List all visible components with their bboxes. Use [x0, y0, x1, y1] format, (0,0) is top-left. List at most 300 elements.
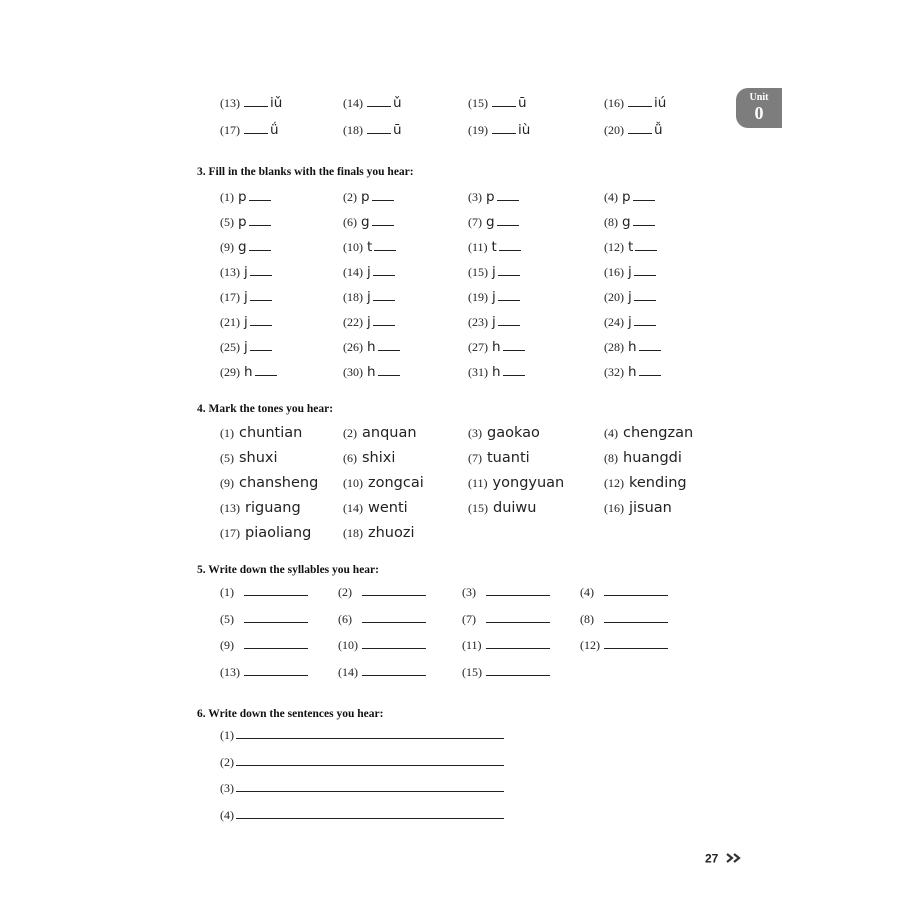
section-3-row [0, 186, 900, 208]
answer-blank[interactable] [250, 290, 272, 301]
initial-text: p [238, 189, 247, 205]
initial-text: j [244, 314, 248, 330]
item-number: (19) [468, 290, 488, 304]
section-4-row [0, 522, 900, 544]
syllable-item [462, 634, 550, 656]
item-number: (5) [220, 215, 234, 229]
answer-blank[interactable] [633, 190, 655, 201]
item-number: (2) [220, 754, 234, 769]
item-number: (6) [343, 451, 357, 465]
answer-blank[interactable] [497, 190, 519, 201]
page-footer [705, 849, 742, 867]
answer-blank[interactable] [492, 96, 516, 107]
item-number: (22) [343, 315, 363, 329]
section-3-row [0, 286, 900, 308]
tone-item [220, 422, 302, 444]
pinyin-word[interactable]: tuanti [487, 450, 530, 466]
syllable-item [338, 661, 426, 683]
tone-item [343, 472, 424, 494]
syllable-item [220, 634, 308, 656]
item-number: (18) [343, 123, 363, 137]
answer-blank[interactable] [634, 265, 656, 276]
fill-final-item [220, 311, 272, 333]
item-number: (10) [343, 240, 363, 254]
syllable-item [580, 581, 668, 603]
final-text: iù [518, 122, 531, 138]
pinyin-word[interactable]: chansheng [239, 475, 319, 491]
item-number: (3) [468, 426, 482, 440]
pinyin-word[interactable]: chuntian [239, 425, 303, 441]
pinyin-word[interactable]: duiwu [493, 500, 537, 516]
item-number: (31) [468, 365, 488, 379]
initial-text: j [628, 314, 632, 330]
section-3-row [0, 311, 900, 333]
top-item [468, 92, 527, 114]
answer-blank[interactable] [236, 753, 504, 766]
unit-tab-number: 0 [754, 103, 764, 123]
sentence-item [220, 777, 504, 799]
initial-text: h [628, 364, 637, 380]
item-number: (11) [468, 476, 488, 490]
item-number: (1) [220, 426, 234, 440]
tone-item [468, 447, 530, 469]
initial-text: h [367, 364, 376, 380]
answer-blank[interactable] [367, 96, 391, 107]
item-number: (5) [220, 451, 234, 465]
pinyin-word[interactable]: zongcai [368, 475, 424, 491]
section-6-row [0, 804, 900, 826]
tone-item [604, 497, 672, 519]
item-number: (8) [580, 611, 594, 626]
answer-blank[interactable] [250, 315, 272, 326]
item-number: (9) [220, 638, 234, 652]
section-4-heading: 4. Mark the tones you hear: [197, 403, 334, 415]
item-number: (2) [343, 190, 357, 204]
item-number: (11) [462, 638, 482, 652]
top-item [468, 119, 530, 141]
fill-final-item [343, 261, 395, 283]
answer-blank[interactable] [498, 290, 520, 301]
answer-blank[interactable] [362, 610, 426, 623]
answer-blank[interactable] [486, 636, 550, 649]
answer-blank[interactable] [362, 636, 426, 649]
answer-blank[interactable] [498, 265, 520, 276]
item-number: (11) [468, 240, 488, 254]
fill-final-item [343, 236, 396, 258]
fill-final-item [604, 286, 656, 308]
tone-item [220, 497, 301, 519]
fill-final-item [468, 361, 525, 383]
answer-blank[interactable] [604, 610, 668, 623]
initial-text: h [492, 364, 501, 380]
item-number: (14) [343, 265, 363, 279]
fill-final-item [468, 286, 520, 308]
tone-item [220, 472, 318, 494]
fill-final-item [604, 236, 657, 258]
syllable-item [220, 608, 308, 630]
pinyin-word[interactable]: piaoliang [245, 525, 312, 541]
item-number: (16) [604, 96, 624, 110]
tone-item [220, 522, 311, 544]
section-5-row [0, 581, 900, 603]
section-6-row [0, 751, 900, 773]
item-number: (12) [580, 638, 600, 652]
answer-blank[interactable] [362, 583, 426, 596]
top-item [220, 92, 282, 114]
item-number: (12) [604, 476, 624, 490]
answer-blank[interactable] [633, 215, 655, 226]
tone-item [220, 447, 278, 469]
answer-blank[interactable] [244, 96, 268, 107]
item-number: (8) [604, 215, 618, 229]
answer-blank[interactable] [639, 365, 661, 376]
fill-final-item [604, 261, 656, 283]
fill-final-item [220, 236, 271, 258]
initial-text: h [628, 339, 637, 355]
answer-blank[interactable] [362, 663, 426, 676]
item-number: (20) [604, 123, 624, 137]
initial-text: j [244, 264, 248, 280]
item-number: (10) [338, 638, 358, 652]
answer-blank[interactable] [374, 240, 396, 251]
item-number: (29) [220, 365, 240, 379]
answer-blank[interactable] [498, 315, 520, 326]
section-3-row [0, 361, 900, 383]
item-number: (14) [338, 664, 358, 679]
answer-blank[interactable] [503, 340, 525, 351]
top-row [0, 119, 900, 141]
tone-item [468, 472, 564, 494]
top-item [343, 92, 402, 114]
answer-blank[interactable] [486, 663, 550, 676]
initial-text: g [361, 214, 370, 230]
tone-item [343, 422, 417, 444]
final-text: iú [654, 95, 667, 111]
answer-blank[interactable] [503, 365, 525, 376]
fill-final-item [468, 236, 521, 258]
answer-blank[interactable] [372, 215, 394, 226]
answer-blank[interactable] [244, 636, 308, 649]
pinyin-word[interactable]: yongyuan [492, 475, 565, 491]
item-number: (7) [468, 215, 482, 229]
initial-text: h [367, 339, 376, 355]
pinyin-word[interactable]: shixi [362, 450, 396, 466]
answer-blank[interactable] [628, 123, 652, 134]
answer-blank[interactable] [492, 123, 516, 134]
item-number: (12) [604, 240, 624, 254]
item-number: (4) [580, 585, 594, 599]
initial-text: h [244, 364, 253, 380]
item-number: (18) [343, 290, 363, 304]
answer-blank[interactable] [236, 806, 504, 819]
answer-blank[interactable] [604, 583, 668, 596]
fill-final-item [220, 361, 277, 383]
answer-blank[interactable] [378, 365, 400, 376]
initial-text: j [492, 314, 496, 330]
item-number: (25) [220, 340, 240, 354]
answer-blank[interactable] [244, 583, 308, 596]
fill-final-item [604, 336, 661, 358]
item-number: (2) [338, 585, 352, 599]
syllable-item [580, 608, 668, 630]
tone-item [468, 497, 536, 519]
item-number: (4) [220, 807, 234, 822]
item-number: (9) [220, 476, 234, 490]
pinyin-word[interactable]: shuxi [239, 450, 278, 466]
initial-text: g [238, 239, 247, 255]
fill-final-item [343, 336, 400, 358]
item-number: (13) [220, 96, 240, 110]
section-3-row [0, 261, 900, 283]
section-5-row [0, 634, 900, 656]
section-3-heading: 3. Fill in the blanks with the finals you hear: [197, 166, 414, 178]
pinyin-word[interactable]: kending [629, 475, 687, 491]
pinyin-word[interactable]: riguang [245, 500, 301, 516]
answer-blank[interactable] [372, 190, 394, 201]
tone-item [604, 447, 682, 469]
item-number: (27) [468, 340, 488, 354]
pinyin-word[interactable]: anquan [362, 425, 417, 441]
item-number: (5) [220, 611, 234, 626]
answer-blank[interactable] [635, 240, 657, 251]
answer-blank[interactable] [486, 583, 550, 596]
item-number: (15) [462, 664, 482, 679]
top-item [604, 119, 663, 141]
answer-blank[interactable] [367, 123, 391, 134]
final-text: ǘ [270, 122, 279, 138]
syllable-item [220, 581, 308, 603]
fill-final-item [468, 311, 520, 333]
tone-item [604, 472, 687, 494]
initial-text: g [622, 214, 631, 230]
sentence-item [220, 724, 504, 746]
answer-blank[interactable] [639, 340, 661, 351]
item-number: (6) [338, 611, 352, 626]
answer-blank[interactable] [236, 726, 504, 739]
item-number: (3) [220, 781, 234, 795]
item-number: (1) [220, 728, 234, 742]
section-3-row [0, 336, 900, 358]
page-number: 27 [705, 851, 719, 866]
fill-final-item [468, 336, 525, 358]
item-number: (20) [604, 290, 624, 304]
item-number: (9) [220, 240, 234, 254]
answer-blank[interactable] [244, 123, 268, 134]
answer-blank[interactable] [244, 610, 308, 623]
answer-blank[interactable] [373, 290, 395, 301]
syllable-item [580, 634, 668, 656]
item-number: (26) [343, 340, 363, 354]
fill-final-item [220, 286, 272, 308]
syllable-item [338, 581, 426, 603]
final-text: ǚ [654, 122, 663, 138]
pinyin-word[interactable]: chengzan [623, 425, 694, 441]
item-number: (3) [462, 585, 476, 599]
initial-text: p [486, 189, 495, 205]
initial-text: j [367, 264, 371, 280]
initial-text: j [492, 264, 496, 280]
item-number: (10) [343, 476, 363, 490]
pinyin-word[interactable]: jisuan [629, 500, 672, 516]
item-number: (4) [604, 190, 618, 204]
initial-text: t [367, 239, 373, 255]
initial-text: g [486, 214, 495, 230]
section-5-heading: 5. Write down the syllables you hear: [197, 564, 379, 576]
tone-item [604, 422, 693, 444]
item-number: (14) [343, 96, 363, 110]
fill-final-item [343, 311, 395, 333]
item-number: (21) [220, 315, 240, 329]
initial-text: j [244, 289, 248, 305]
item-number: (15) [468, 265, 488, 279]
item-number: (15) [468, 96, 488, 110]
initial-text: j [367, 314, 371, 330]
top-row [0, 92, 900, 114]
item-number: (18) [343, 526, 363, 540]
answer-blank[interactable] [250, 265, 272, 276]
item-number: (13) [220, 501, 240, 515]
section-4-row [0, 497, 900, 519]
fill-final-item [468, 211, 519, 233]
section-3-row [0, 236, 900, 258]
section-5-row [0, 661, 900, 683]
item-number: (4) [604, 426, 618, 440]
syllable-item [462, 581, 550, 603]
initial-text: j [367, 289, 371, 305]
item-number: (17) [220, 290, 240, 304]
fill-final-item [343, 286, 395, 308]
answer-blank[interactable] [373, 265, 395, 276]
fill-final-item [343, 186, 394, 208]
item-number: (7) [462, 611, 476, 626]
answer-blank[interactable] [244, 663, 308, 676]
fill-final-item [220, 211, 271, 233]
fill-final-item [604, 186, 655, 208]
item-number: (7) [468, 451, 482, 465]
item-number: (2) [343, 426, 357, 440]
answer-blank[interactable] [628, 96, 652, 107]
section-4-row [0, 422, 900, 444]
fill-final-item [468, 261, 520, 283]
tone-item [343, 447, 395, 469]
fill-final-item [343, 361, 400, 383]
item-number: (8) [604, 451, 618, 465]
answer-blank[interactable] [249, 240, 271, 251]
initial-text: p [238, 214, 247, 230]
top-item [220, 119, 279, 141]
item-number: (24) [604, 315, 624, 329]
answer-blank[interactable] [249, 190, 271, 201]
pinyin-word[interactable]: huangdi [623, 450, 682, 466]
item-number: (28) [604, 340, 624, 354]
fill-final-item [604, 211, 655, 233]
top-item [604, 92, 666, 114]
tone-item [468, 422, 540, 444]
top-item [343, 119, 402, 141]
syllable-item [462, 661, 550, 683]
item-number: (1) [220, 190, 234, 204]
item-number: (3) [468, 190, 482, 204]
final-text: ū [393, 122, 402, 138]
initial-text: t [491, 239, 497, 255]
item-number: (14) [343, 501, 363, 515]
syllable-item [462, 608, 550, 630]
answer-blank[interactable] [255, 365, 277, 376]
initial-text: j [244, 339, 248, 355]
initial-text: j [628, 264, 632, 280]
section-6-row [0, 777, 900, 799]
pinyin-word[interactable]: gaokao [487, 425, 540, 441]
fill-final-item [468, 186, 519, 208]
item-number: (13) [220, 265, 240, 279]
item-number: (1) [220, 585, 234, 599]
syllable-item [338, 608, 426, 630]
initial-text: p [622, 189, 631, 205]
syllable-item [220, 661, 308, 683]
fill-final-item [604, 311, 656, 333]
section-3-row [0, 211, 900, 233]
syllable-item [338, 634, 426, 656]
answer-blank[interactable] [373, 315, 395, 326]
initial-text: p [361, 189, 370, 205]
item-number: (6) [343, 215, 357, 229]
item-number: (16) [604, 265, 624, 279]
item-number: (23) [468, 315, 488, 329]
final-text: ǔ [393, 95, 402, 111]
item-number: (19) [468, 123, 488, 137]
initial-text: t [628, 239, 634, 255]
final-text: iǔ [270, 95, 283, 111]
answer-blank[interactable] [236, 779, 504, 792]
double-chevron-right-icon [726, 853, 742, 863]
initial-text: h [492, 339, 501, 355]
section-6-row [0, 724, 900, 746]
section-4-row [0, 447, 900, 469]
section-6-heading: 6. Write down the sentences you hear: [197, 708, 384, 720]
answer-blank[interactable] [634, 315, 656, 326]
pinyin-word[interactable]: zhuozi [368, 525, 415, 541]
fill-final-item [220, 186, 271, 208]
answer-blank[interactable] [604, 636, 668, 649]
answer-blank[interactable] [250, 340, 272, 351]
answer-blank[interactable] [634, 290, 656, 301]
item-number: (30) [343, 365, 363, 379]
sentence-item [220, 804, 504, 826]
answer-blank[interactable] [499, 240, 521, 251]
fill-final-item [220, 261, 272, 283]
sentence-item [220, 751, 504, 773]
section-5-row [0, 608, 900, 630]
final-text: ū [518, 95, 527, 111]
fill-final-item [343, 211, 394, 233]
unit-tab-label: Unit [749, 92, 769, 103]
answer-blank[interactable] [249, 215, 271, 226]
answer-blank[interactable] [497, 215, 519, 226]
item-number: (13) [220, 664, 240, 679]
item-number: (17) [220, 526, 240, 540]
tone-item [343, 497, 408, 519]
fill-final-item [220, 336, 272, 358]
item-number: (32) [604, 365, 624, 379]
item-number: (17) [220, 123, 240, 137]
answer-blank[interactable] [378, 340, 400, 351]
pinyin-word[interactable]: wenti [368, 500, 408, 516]
item-number: (15) [468, 501, 488, 515]
tone-item [343, 522, 415, 544]
answer-blank[interactable] [486, 610, 550, 623]
item-number: (16) [604, 501, 624, 515]
fill-final-item [604, 361, 661, 383]
